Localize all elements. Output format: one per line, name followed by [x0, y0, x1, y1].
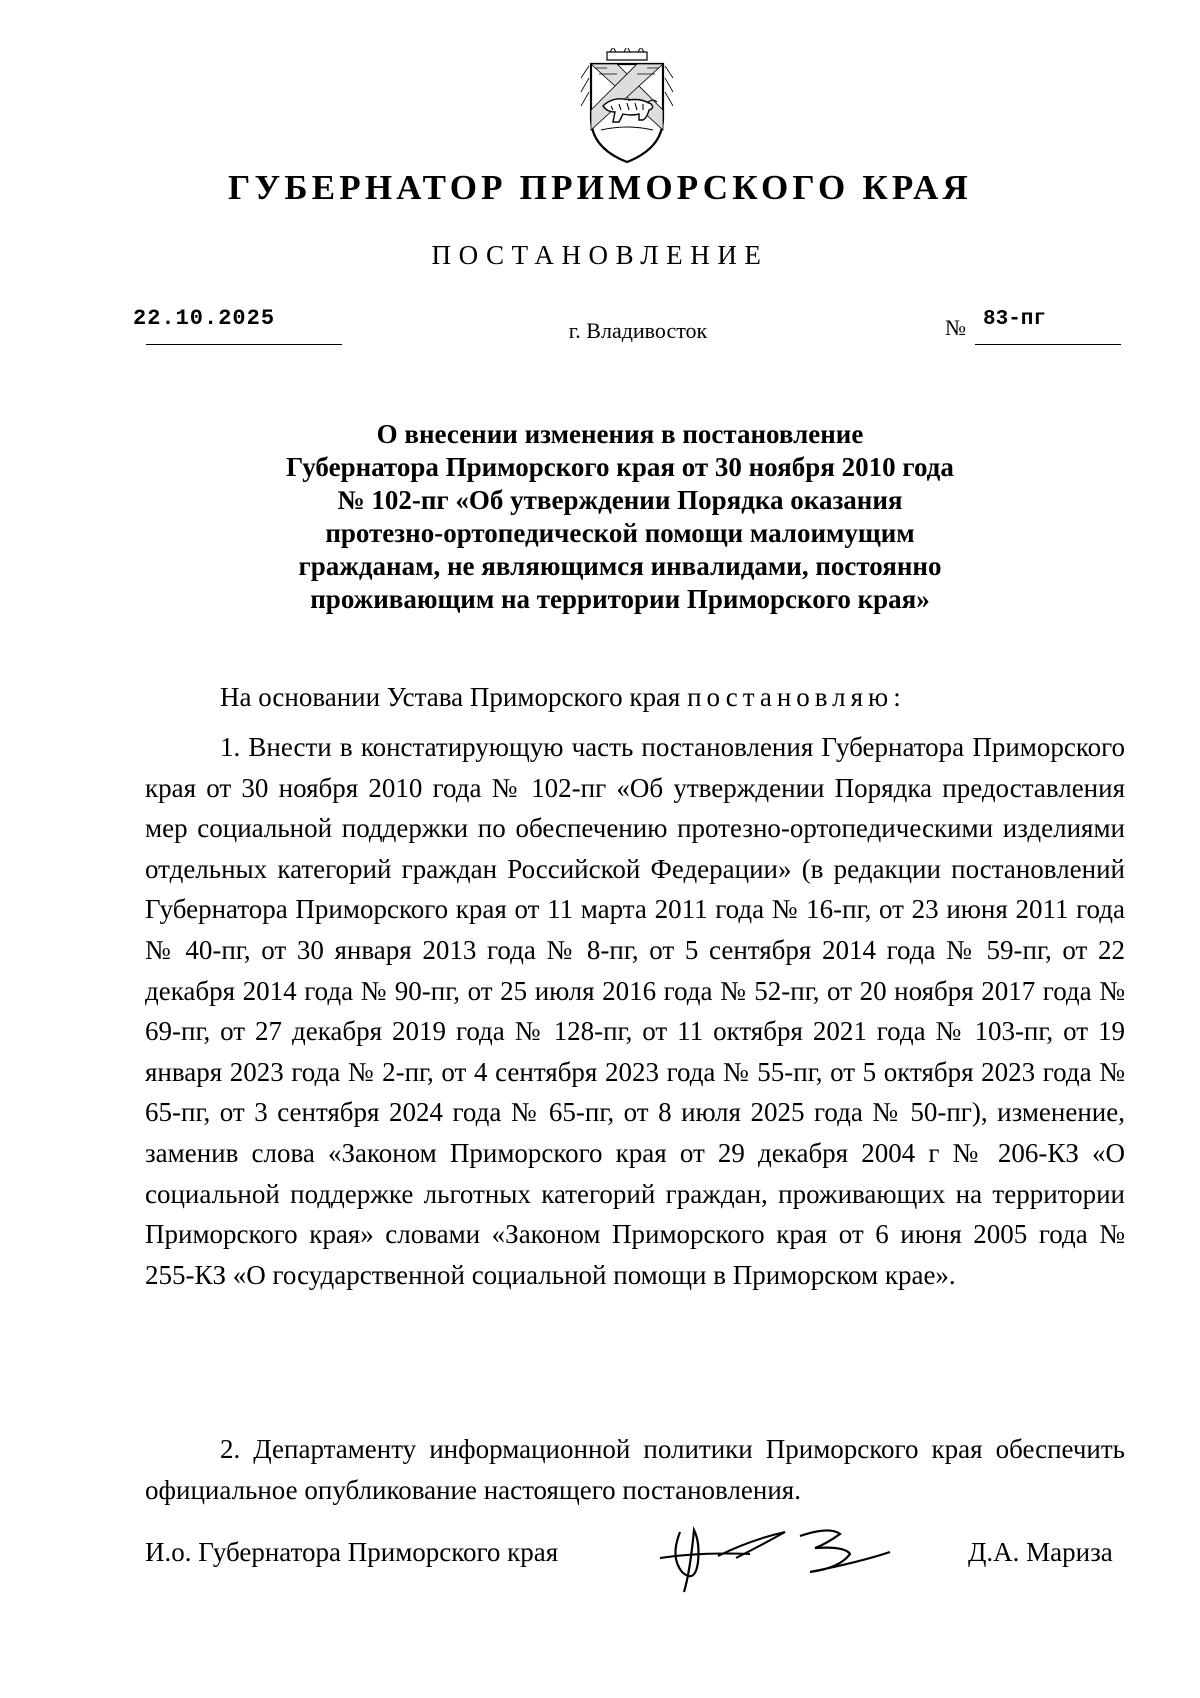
document-number: 83-пг	[983, 308, 1047, 331]
number-sign: №	[945, 315, 966, 340]
title-line: протезно-ортопедической помощи малоимущим	[325, 518, 915, 548]
title-line: Губернатора Приморского края от 30 ноября 2010 года	[286, 452, 954, 482]
title-line: гражданам, не являющимся инвалидами, постоянно	[298, 551, 942, 581]
document-date: 22.10.2025	[133, 306, 276, 331]
document-city: г. Владивосток	[568, 318, 708, 343]
issuing-authority: ГУБЕРНАТОР ПРИМОРСКОГО КРАЯ	[228, 168, 972, 207]
preamble-keyword: постановляю:	[687, 682, 906, 712]
date-underline	[146, 344, 342, 345]
paragraph-2: 2. Департаменту информационной политики Приморского края обеспечить официальное опубликование настоящего постановления.	[145, 1434, 1125, 1505]
document-title	[210, 418, 1030, 616]
title-line: О внесении изменения в постановление	[376, 419, 864, 449]
title-line: № 102-пг «Об утверждении Порядка оказания	[337, 485, 903, 515]
signatory-position: И.о. Губернатора Приморского края	[145, 1537, 559, 1567]
signatory-name: Д.А. Мариза	[968, 1537, 1113, 1567]
preamble-lead: На основании Устава Приморского края	[220, 682, 681, 712]
title-line: проживающим на территории Приморского края»	[310, 584, 930, 614]
number-underline	[975, 344, 1121, 345]
paragraph-1: 1. Внести в констатирующую часть постановления Губернатора Приморского края от 30 ноября 2010 года № 102-пг «Об утверждении Порядка предоставления мер социальной поддержки по обеспечению протезно-ортопедическими изделиями отдельных категорий граждан Российской Федерации» (в редакции постановлений Губернатора Приморского края от 11 марта 2011 года № 16-пг, от 23 июня 2011 года № 40-пг, от 30 января 2013 года № 8-пг, от 5 сентября 2014 года № 59-пг, от 22 декабря 2014 года № 90-пг, от 25 июля 2016 года № 52-пг, от 20 ноября 2017 года № 69-пг, от 27 декабря 2019 года № 128-пг, от 11 октября 2021 года № 103-пг, от 19 января 2023 года № 2-пг, от 4 сентября 2023 года № 55-пг, от 5 октября 2023 года № 65-пг, от 3 сентября 2024 года № 65-пг, от 8 июля 2025 года № 50-пг), изменение, заменив слова «Законом Приморского края от 29 декабря 2004 г № 206-КЗ «О социальной поддержке льготных категорий граждан, проживающих на территории Приморского края» словами «Законом Приморского края от 6 июня 2005 года № 255-КЗ «О государственной социальной помощи в Приморском крае».	[145, 732, 1125, 1290]
preamble	[220, 682, 906, 713]
document-type: ПОСТАНОВЛЕНИЕ	[431, 240, 769, 270]
coat-of-arms-emblem	[577, 48, 677, 166]
handwritten-signature	[640, 1512, 930, 1594]
